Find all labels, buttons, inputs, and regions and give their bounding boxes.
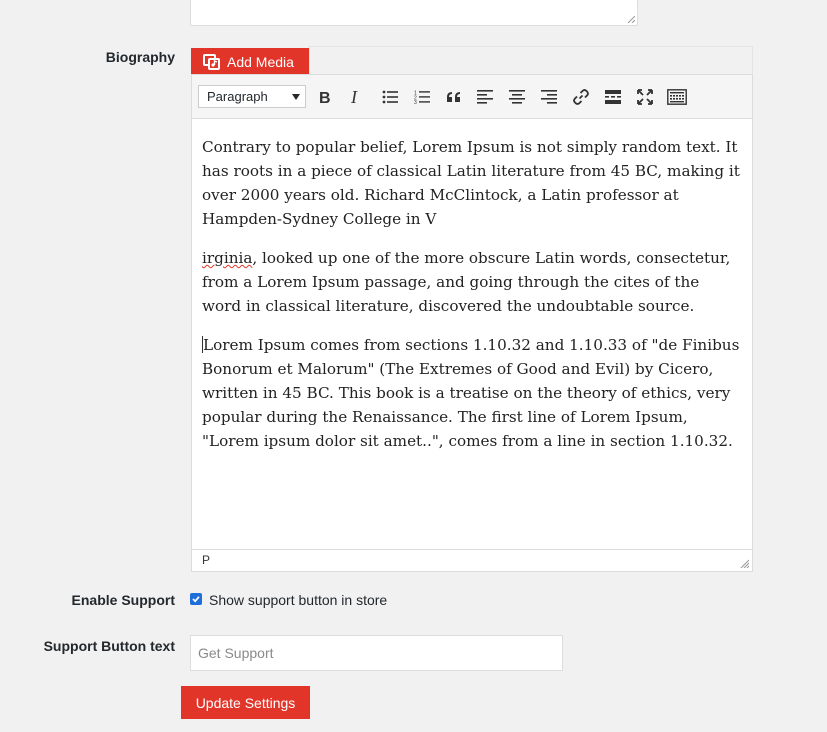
- read-more-button[interactable]: [601, 85, 625, 109]
- format-select-value: Paragraph: [207, 89, 268, 104]
- update-settings-button[interactable]: Update Settings: [181, 686, 310, 719]
- link-button[interactable]: [569, 85, 593, 109]
- bullet-list-button[interactable]: [378, 85, 402, 109]
- editor-content[interactable]: [202, 135, 742, 468]
- chevron-down-icon: [292, 94, 300, 100]
- blockquote-button[interactable]: [442, 85, 466, 109]
- media-icon: [203, 54, 221, 70]
- link-icon: [572, 88, 590, 106]
- misspelled-word: irginia: [202, 249, 253, 267]
- editor-tabs-bar: [309, 46, 753, 75]
- previous-textarea[interactable]: [190, 0, 638, 26]
- bold-icon: [318, 89, 332, 105]
- add-media-button[interactable]: [191, 48, 309, 75]
- toolbar-toggle-button[interactable]: [665, 85, 689, 109]
- numbered-list-button[interactable]: [410, 85, 434, 109]
- italic-button[interactable]: [345, 85, 369, 109]
- align-center-icon: [509, 90, 525, 104]
- svg-text:B: B: [319, 90, 331, 105]
- element-path[interactable]: P: [202, 553, 211, 567]
- editor-statusbar: [192, 549, 752, 571]
- fullscreen-icon: [637, 89, 653, 105]
- add-media-label: Add Media: [227, 53, 294, 70]
- read-more-icon: [605, 90, 621, 104]
- paragraph-1: Contrary to popular belief, Lorem Ipsum is not simply random text. It has roots in a piece of classical Latin literature from 45 BC, making it over 2000 years old. Richard McClintock, a Latin professor at Hampden-Sydney College in V: [202, 138, 740, 228]
- enable-support-checkbox-label[interactable]: Show support button in store: [209, 592, 388, 608]
- svg-text:3: 3: [414, 100, 417, 104]
- resize-grip-icon[interactable]: [740, 559, 749, 568]
- svg-text:I: I: [351, 89, 357, 105]
- align-right-icon: [541, 90, 557, 104]
- rich-text-editor[interactable]: [191, 74, 753, 572]
- align-center-button[interactable]: [505, 85, 529, 109]
- paragraph-2: [202, 246, 742, 318]
- svg-text:2: 2: [414, 95, 417, 102]
- fullscreen-button[interactable]: [633, 85, 657, 109]
- toolbar-toggle-icon: [667, 89, 687, 105]
- checkmark-icon: [191, 594, 201, 604]
- biography-label: Biography: [105, 49, 175, 65]
- enable-support-label: Enable Support: [71, 592, 175, 608]
- bullet-list-icon: [382, 90, 398, 104]
- support-button-text-label: Support Button text: [43, 638, 175, 654]
- support-button-text-input[interactable]: [190, 635, 563, 671]
- svg-text:1: 1: [414, 90, 417, 97]
- paragraph-2-text: , looked up one of the more obscure Latin words, consectetur, from a Lorem Ipsum passage, and going through the cites of the word in classical literature, discovered the undoubtable source.: [202, 249, 731, 315]
- enable-support-checkbox[interactable]: [190, 593, 202, 605]
- resize-grip-icon[interactable]: [627, 15, 635, 23]
- italic-icon: [350, 89, 364, 105]
- paragraph-3-text: Lorem Ipsum comes from sections 1.10.32 and 1.10.33 of "de Finibus Bonorum et Malorum" (The Extremes of Good and Evil) by Cicero, written in 45 BC. This book is a treatise on the theory of ethics, very popular during the Renaissance. The first line of Lorem Ipsum, "Lorem ipsum dolor sit amet..", comes from a line in section 1.10.32.: [202, 336, 740, 450]
- format-select[interactable]: [198, 85, 306, 108]
- align-left-button[interactable]: [473, 85, 497, 109]
- editor-toolbar: [192, 75, 752, 119]
- align-left-icon: [477, 90, 493, 104]
- bold-button[interactable]: [313, 85, 337, 109]
- blockquote-icon: [446, 91, 462, 103]
- numbered-list-icon: [414, 90, 430, 104]
- align-right-button[interactable]: [537, 85, 561, 109]
- paragraph-3: [202, 333, 742, 453]
